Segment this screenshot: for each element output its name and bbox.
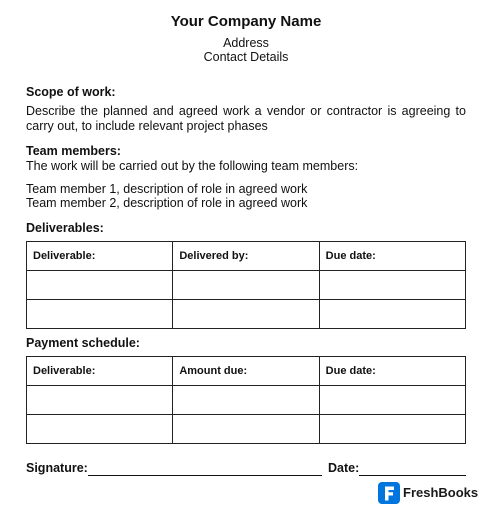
signature-line[interactable]: [88, 475, 322, 476]
date-label: Date:: [328, 461, 360, 475]
team-intro: The work will be carried out by the following team members:: [26, 159, 359, 173]
team-member-1: Team member 1, description of role in agreed work: [26, 182, 308, 196]
column-header: Due date:: [319, 357, 465, 386]
table-cell[interactable]: [27, 300, 173, 329]
column-header: Delivered by:: [173, 242, 319, 271]
signature-label: Signature:: [26, 461, 88, 475]
table-cell[interactable]: [319, 271, 465, 300]
team-heading: Team members:: [26, 144, 121, 158]
brand-name: FreshBooks: [403, 485, 479, 500]
deliverables-table: [26, 241, 466, 329]
freshbooks-icon: [378, 482, 400, 504]
company-name: Your Company Name: [170, 13, 322, 30]
deliverables-heading: Deliverables:: [26, 221, 104, 235]
table-cell[interactable]: [173, 271, 319, 300]
table-cell[interactable]: [173, 300, 319, 329]
table-row: [27, 415, 466, 444]
payment-heading: Payment schedule:: [26, 336, 140, 350]
table-cell[interactable]: [319, 300, 465, 329]
table-row: [27, 271, 466, 300]
table-cell[interactable]: [27, 271, 173, 300]
column-header: Deliverable:: [27, 242, 173, 271]
date-line[interactable]: [359, 475, 466, 476]
column-header: Due date:: [319, 242, 465, 271]
table-cell[interactable]: [173, 386, 319, 415]
table-cell[interactable]: [27, 386, 173, 415]
table-row: [27, 386, 466, 415]
table-cell[interactable]: [27, 415, 173, 444]
table-header-row: [27, 357, 466, 386]
table-cell[interactable]: [319, 386, 465, 415]
table-cell[interactable]: [319, 415, 465, 444]
column-header: Deliverable:: [27, 357, 173, 386]
table-header-row: [27, 242, 466, 271]
company-contact: Contact Details: [203, 50, 289, 64]
column-header: Amount due:: [173, 357, 319, 386]
scope-description: Describe the planned and agreed work a vendor or contractor is agreeing to carry out, to include relevant project phases: [26, 104, 466, 133]
table-cell[interactable]: [173, 415, 319, 444]
table-row: [27, 300, 466, 329]
signature-row: [26, 461, 466, 479]
company-address: Address: [223, 36, 269, 50]
team-member-2: Team member 2, description of role in agreed work: [26, 196, 308, 210]
payment-table: [26, 356, 466, 444]
scope-heading: Scope of work:: [26, 85, 116, 99]
